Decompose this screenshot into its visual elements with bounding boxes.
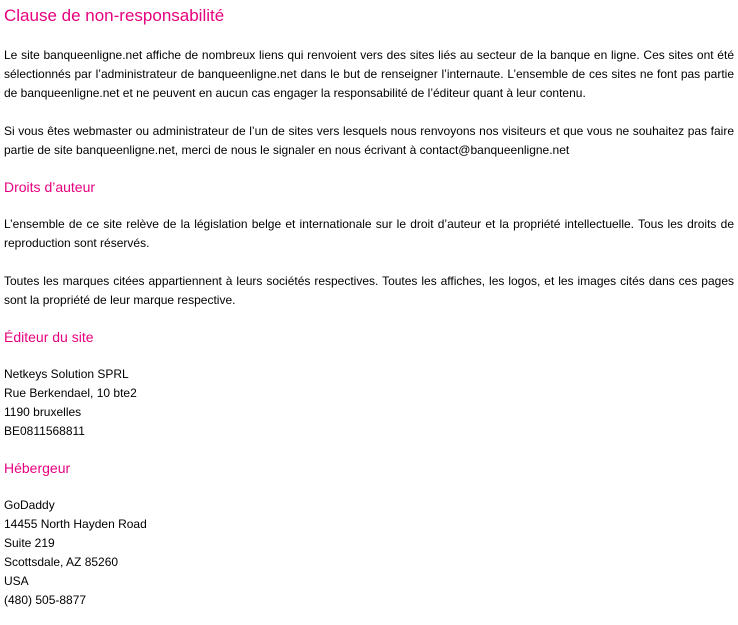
copyright-paragraph-2: Toutes les marques citées appartiennent à leurs sociétés respectives. Toutes les affiches, les logos, et les images cités dans ces pages sont la propriété de leur marque respective. (4, 274, 734, 308)
host-line: Scottsdale, AZ 85260 (4, 554, 119, 569)
editor-heading: Éditeur du site (4, 329, 94, 346)
page-title: Clause de non-responsabilité (4, 6, 225, 25)
host-line: USA (4, 573, 29, 588)
host-line: 14455 North Hayden Road (4, 516, 147, 531)
host-line: (480) 505-8877 (4, 592, 87, 607)
editor-line: 1190 bruxelles (4, 404, 82, 419)
disclaimer-paragraph-2: Si vous êtes webmaster ou administrateur de l’un de sites vers lesquels nous renvoyons nos visiteurs et que vous ne souhaitez pas faire partie de site banqueenligne.net, merci de nous le signaler en nous écrivant à contact@banqueenligne.net (4, 124, 734, 158)
editor-address (4, 365, 734, 441)
host-line: GoDaddy (4, 497, 55, 512)
host-line: Suite 219 (4, 535, 55, 550)
editor-line: Rue Berkendael, 10 bte2 (4, 385, 137, 400)
host-address (4, 496, 734, 610)
disclaimer-paragraph-1: Le site banqueenligne.net affiche de nombreux liens qui renvoient vers des sites liés au secteur de la banque en ligne. Ces sites ont été sélectionnés par l’administrateur de banqueenligne.net dans le but de renseigner l’internaute. L’ensemble de ces sites ne font pas partie de banqueenligne.net et ne peuvent en aucun cas engager la responsabilité de l’éditeur quant à leur contenu. (4, 48, 734, 101)
host-heading: Hébergeur (4, 459, 71, 476)
copyright-paragraph-1: L’ensemble de ce site relève de la législation belge et internationale sur le droit d’auteur et la propriété intellectuelle. Tous les droits de reproduction sont réservés. (4, 217, 734, 251)
editor-line: BE0811568811 (4, 423, 85, 438)
editor-line: Netkeys Solution SPRL (4, 366, 129, 381)
copyright-heading: Droits d’auteur (4, 179, 96, 196)
